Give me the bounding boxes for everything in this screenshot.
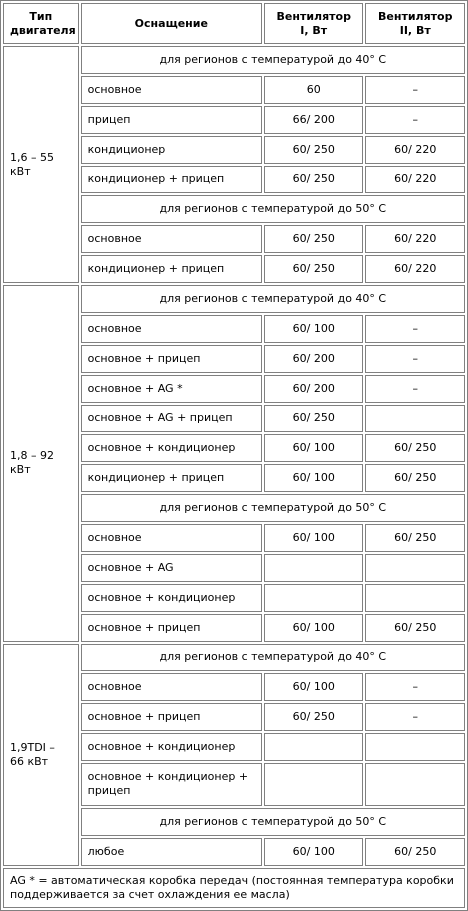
region-label: для регионов с температурой до 40° С	[81, 644, 465, 672]
equipment-cell: основное	[81, 315, 262, 343]
equipment-cell: основное	[81, 76, 262, 104]
fan-2-cell: 60/ 250	[365, 838, 465, 866]
equipment-cell: прицеп	[81, 106, 262, 134]
equipment-cell: основное + прицеп	[81, 703, 262, 731]
fan-1-cell: 60/ 250	[264, 136, 363, 164]
engine-type-cell: 1,8 – 92 кВт	[3, 285, 79, 642]
fan-1-cell: 60/ 100	[264, 315, 363, 343]
fan-1-cell: 60/ 100	[264, 614, 363, 642]
fan-1-cell: 60/ 250	[264, 166, 363, 194]
equipment-cell: основное + прицеп	[81, 614, 262, 642]
equipment-cell: основное + AG *	[81, 375, 262, 403]
equipment-cell: основное + кондиционер	[81, 733, 262, 761]
fan-1-cell	[264, 763, 363, 806]
fan-2-cell: –	[365, 315, 465, 343]
fan-1-cell: 60/ 100	[264, 464, 363, 492]
equipment-cell: кондиционер + прицеп	[81, 166, 262, 194]
engine-type-cell: 1,9TDI – 66 кВт	[3, 644, 79, 867]
fan-2-cell: 60/ 220	[365, 136, 465, 164]
header-fan-1: Вентилятор I, Вт	[264, 3, 363, 44]
fan-2-cell	[365, 733, 465, 761]
fan-1-cell: 60/ 200	[264, 375, 363, 403]
region-row	[3, 285, 465, 313]
fan-1-cell: 60/ 100	[264, 673, 363, 701]
equipment-cell: основное	[81, 225, 262, 253]
fan-2-cell	[365, 405, 465, 433]
header-equipment: Оснащение	[81, 3, 262, 44]
header-engine: Тип двигателя	[3, 3, 79, 44]
fan-2-cell: –	[365, 673, 465, 701]
fan-1-cell: 60/ 200	[264, 345, 363, 373]
fan-1-cell: 60/ 250	[264, 703, 363, 731]
region-label: для регионов с температурой до 40° С	[81, 285, 465, 313]
region-label: для регионов с температурой до 50° С	[81, 808, 465, 836]
header-row	[3, 3, 465, 44]
fan-2-cell: 60/ 220	[365, 166, 465, 194]
fan-2-cell	[365, 584, 465, 612]
fan-1-cell: 60	[264, 76, 363, 104]
equipment-cell: основное	[81, 673, 262, 701]
region-label: для регионов с температурой до 50° С	[81, 195, 465, 223]
fan-2-cell: 60/ 250	[365, 434, 465, 462]
equipment-cell: основное + AG	[81, 554, 262, 582]
fan-1-cell	[264, 733, 363, 761]
fan-2-cell	[365, 554, 465, 582]
fan-2-cell: 60/ 250	[365, 464, 465, 492]
engine-type-cell: 1,6 – 55 кВт	[3, 46, 79, 283]
equipment-cell: любое	[81, 838, 262, 866]
fan-1-cell: 60/ 100	[264, 434, 363, 462]
equipment-cell: основное + AG + прицеп	[81, 405, 262, 433]
fan-2-cell: –	[365, 106, 465, 134]
equipment-cell: кондиционер + прицеп	[81, 464, 262, 492]
fan-2-cell: –	[365, 703, 465, 731]
equipment-cell: кондиционер + прицеп	[81, 255, 262, 283]
fan-2-cell: –	[365, 345, 465, 373]
equipment-cell: кондиционер	[81, 136, 262, 164]
fan-2-cell: 60/ 250	[365, 524, 465, 552]
fan-2-cell: 60/ 220	[365, 255, 465, 283]
fan-1-cell: 60/ 100	[264, 524, 363, 552]
equipment-cell: основное + кондиционер + прицеп	[81, 763, 262, 806]
equipment-cell: основное	[81, 524, 262, 552]
footnote: AG * = автоматическая коробка передач (постоянная температура коробки поддерживается за счет охлаждения ее масла)	[3, 868, 465, 908]
equipment-cell: основное + прицеп	[81, 345, 262, 373]
fan-2-cell: –	[365, 375, 465, 403]
fan-2-cell: 60/ 250	[365, 614, 465, 642]
fan-2-cell: –	[365, 76, 465, 104]
region-label: для регионов с температурой до 40° С	[81, 46, 465, 74]
equipment-cell: основное + кондиционер	[81, 584, 262, 612]
table-body	[3, 46, 465, 866]
region-label: для регионов с температурой до 50° С	[81, 494, 465, 522]
equipment-cell: основное + кондиционер	[81, 434, 262, 462]
fan-2-cell: 60/ 220	[365, 225, 465, 253]
region-row	[3, 46, 465, 74]
footnote-row	[3, 868, 465, 908]
fan-2-cell	[365, 763, 465, 806]
fan-1-cell	[264, 554, 363, 582]
fan-1-cell: 66/ 200	[264, 106, 363, 134]
header-fan-2: Вентилятор II, Вт	[365, 3, 465, 44]
fan-1-cell: 60/ 250	[264, 255, 363, 283]
fan-1-cell	[264, 584, 363, 612]
fan-1-cell: 60/ 250	[264, 405, 363, 433]
fan-1-cell: 60/ 250	[264, 225, 363, 253]
fan-1-cell: 60/ 100	[264, 838, 363, 866]
region-row	[3, 644, 465, 672]
